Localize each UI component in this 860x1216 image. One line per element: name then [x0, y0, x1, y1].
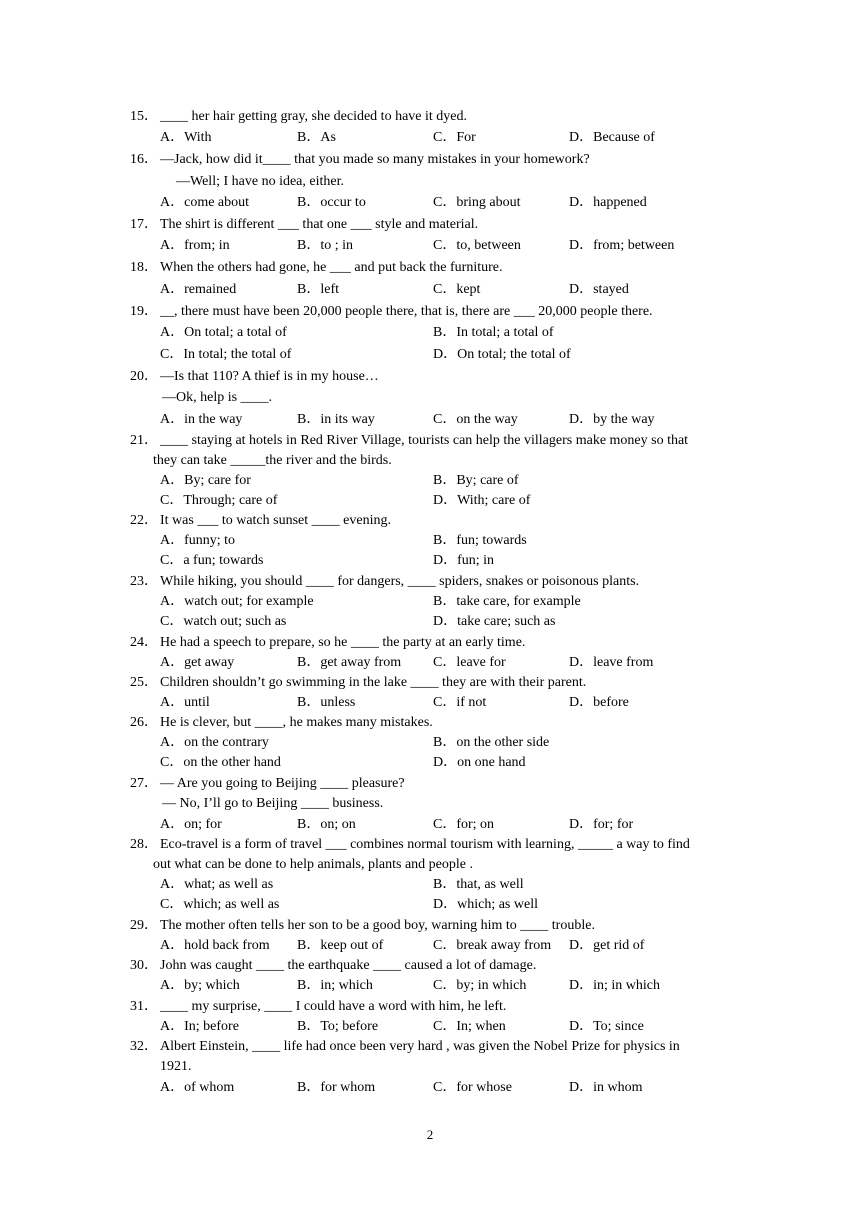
answer-option: A．of whom [160, 1080, 235, 1095]
answer-option: B．In total; a total of [433, 325, 554, 340]
answer-option: D．leave from [569, 655, 654, 670]
question-text: It was ___ to watch sunset ____ evening. [160, 513, 391, 528]
page-number: 2 [426, 1127, 434, 1142]
answer-option: A．remained [160, 282, 237, 297]
question-number: 21． [130, 433, 158, 448]
answer-option: C．For [433, 130, 476, 145]
question-number: 28． [130, 837, 158, 852]
answer-option: B．left [297, 282, 339, 297]
answer-option: B．that, as well [433, 877, 524, 892]
question-text: Children shouldn’t go swimming in the lake ____ they are with their parent. [160, 675, 587, 690]
answer-option: B．to ; in [297, 238, 354, 253]
question-number: 29． [130, 918, 158, 933]
question-number: 23． [130, 574, 158, 589]
answer-option: C．to, between [433, 238, 521, 253]
answer-option: A．in the way [160, 412, 243, 427]
answer-option: D．in whom [569, 1080, 643, 1095]
answer-option: B．on the other side [433, 735, 550, 750]
answer-option: C．which; as well as [160, 897, 280, 912]
answer-option: D．take care; such as [433, 614, 556, 629]
answer-option: C．for whose [433, 1080, 512, 1095]
answer-option: C．bring about [433, 195, 521, 210]
answer-option: D．Because of [569, 130, 655, 145]
answer-option: B．get away from [297, 655, 402, 670]
answer-option: B．in its way [297, 412, 375, 427]
question-text: —Well; I have no idea, either. [176, 174, 344, 189]
question-number: 32． [130, 1039, 158, 1054]
question-text: He had a speech to prepare, so he ____ the party at an early time. [160, 635, 526, 650]
question-text: When the others had gone, he ___ and put back the furniture. [160, 260, 503, 275]
answer-option: A．on the contrary [160, 735, 269, 750]
question-text: ____ staying at hotels in Red River Village, tourists can help the villagers make money so that [160, 433, 689, 448]
answer-option: C．on the other hand [160, 755, 281, 770]
answer-option: A．by; which [160, 978, 240, 993]
answer-option: A．By; care for [160, 473, 251, 488]
question-text: —Ok, help is ____. [162, 390, 273, 405]
question-number: 18． [130, 260, 158, 275]
answer-option: A．watch out; for example [160, 594, 314, 609]
answer-option: C．leave for [433, 655, 506, 670]
answer-option: C．Through; care of [160, 493, 278, 508]
answer-option: D．for; for [569, 817, 634, 832]
answer-option: D．before [569, 695, 629, 710]
answer-option: C．kept [433, 282, 481, 297]
question-number: 15． [130, 109, 158, 124]
question-number: 24． [130, 635, 158, 650]
question-text: — No, I’ll go to Beijing ____ business. [162, 796, 384, 811]
answer-option: D．get rid of [569, 938, 645, 953]
question-text: — Are you going to Beijing ____ pleasure? [160, 776, 405, 791]
question-text: —Jack, how did it____ that you made so many mistakes in your homework? [160, 152, 590, 167]
answer-option: C．a fun; towards [160, 553, 264, 568]
answer-option: A．With [160, 130, 212, 145]
answer-option: A．from; in [160, 238, 230, 253]
answer-option: A．hold back from [160, 938, 270, 953]
question-text: John was caught ____ the earthquake ____ caused a lot of damage. [160, 958, 537, 973]
answer-option: C．for; on [433, 817, 495, 832]
question-number: 31． [130, 999, 158, 1014]
answer-option: B．take care, for example [433, 594, 581, 609]
answer-option: D．which; as well [433, 897, 538, 912]
answer-option: A．funny; to [160, 533, 236, 548]
answer-option: C．In; when [433, 1019, 506, 1034]
question-text: Albert Einstein, ____ life had once been very hard , was given the Nobel Prize for physics in [160, 1039, 680, 1054]
question-number: 22． [130, 513, 158, 528]
answer-option: D．stayed [569, 282, 629, 297]
question-text: __, there must have been 20,000 people there, that is, there are ___ 20,000 people there. [160, 304, 653, 319]
question-number: 30． [130, 958, 158, 973]
answer-option: B．fun; towards [433, 533, 527, 548]
question-number: 20． [130, 369, 158, 384]
answer-option: A．on; for [160, 817, 222, 832]
answer-option: B．on; on [297, 817, 356, 832]
question-text: While hiking, you should ____ for dangers, ____ spiders, snakes or poisonous plants. [160, 574, 640, 589]
question-text: The shirt is different ___ that one ___ style and material. [160, 217, 479, 232]
answer-option: C．by; in which [433, 978, 527, 993]
answer-option: A．get away [160, 655, 235, 670]
question-text: ____ her hair getting gray, she decided to have it dyed. [160, 109, 467, 124]
answer-option: B．By; care of [433, 473, 519, 488]
question-text: The mother often tells her son to be a good boy, warning him to ____ trouble. [160, 918, 595, 933]
answer-option: C．In total; the total of [160, 347, 292, 362]
answer-option: B．To; before [297, 1019, 379, 1034]
answer-option: B．in; which [297, 978, 373, 993]
answer-option: D．With; care of [433, 493, 531, 508]
answer-option: C．break away from [433, 938, 552, 953]
question-text: Eco-travel is a form of travel ___ combines normal tourism with learning, _____ a way to find [160, 837, 690, 852]
answer-option: B．keep out of [297, 938, 384, 953]
answer-option: B．As [297, 130, 336, 145]
answer-option: D．in; in which [569, 978, 660, 993]
answer-option: A．In; before [160, 1019, 239, 1034]
question-text: ____ my surprise, ____ I could have a word with him, he left. [160, 999, 507, 1014]
answer-option: D．from; between [569, 238, 675, 253]
answer-option: D．fun; in [433, 553, 495, 568]
answer-option: D．on one hand [433, 755, 526, 770]
question-text: out what can be done to help animals, plants and people . [153, 857, 473, 872]
answer-option: C．if not [433, 695, 487, 710]
answer-option: C．on the way [433, 412, 518, 427]
question-text: He is clever, but ____, he makes many mistakes. [160, 715, 433, 730]
question-text: 1921. [160, 1059, 192, 1074]
question-number: 27． [130, 776, 158, 791]
answer-option: B．unless [297, 695, 356, 710]
answer-option: A．until [160, 695, 210, 710]
question-text: they can take _____the river and the birds. [153, 453, 392, 468]
answer-option: D．To; since [569, 1019, 644, 1034]
question-number: 26． [130, 715, 158, 730]
question-text: —Is that 110? A thief is in my house… [160, 369, 379, 384]
question-number: 19． [130, 304, 158, 319]
answer-option: A．what; as well as [160, 877, 274, 892]
answer-option: A．On total; a total of [160, 325, 287, 340]
question-number: 16． [130, 152, 158, 167]
answer-option: C．watch out; such as [160, 614, 287, 629]
question-number: 25． [130, 675, 158, 690]
answer-option: B．occur to [297, 195, 366, 210]
answer-option: A．come about [160, 195, 250, 210]
answer-option: D．by the way [569, 412, 655, 427]
answer-option: D．On total; the total of [433, 347, 571, 362]
answer-option: B．for whom [297, 1080, 376, 1095]
answer-option: D．happened [569, 195, 647, 210]
question-number: 17． [130, 217, 158, 232]
